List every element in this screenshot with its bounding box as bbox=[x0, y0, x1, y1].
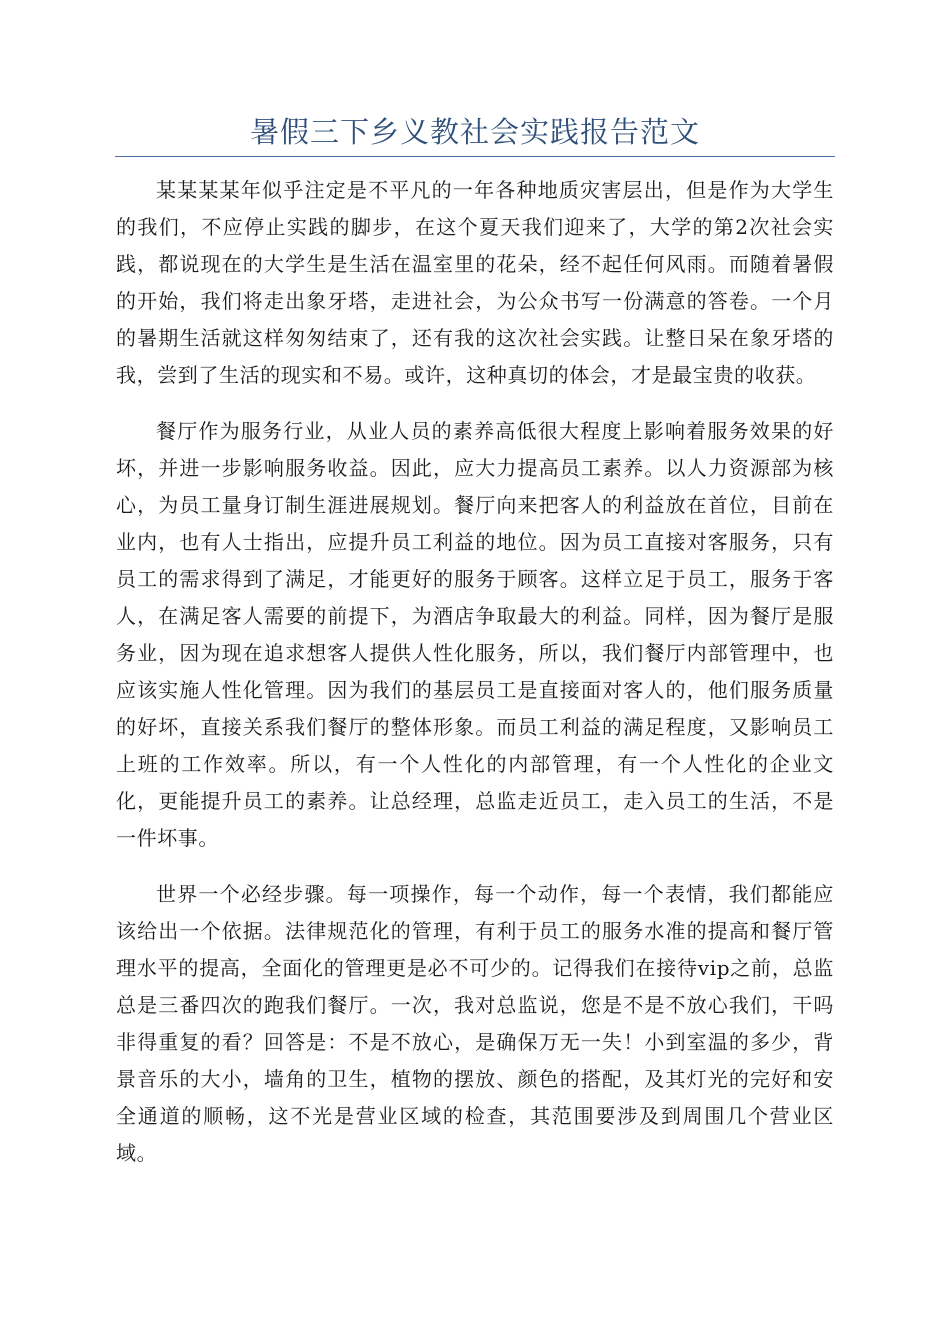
paragraph-1: 某某某某年似乎注定是不平凡的一年各种地质灾害层出，但是作为大学生的我们，不应停止实践的脚步，在这个夏天我们迎来了，大学的第2次社会实践，都说现在的大学生是生活在温室里的花朵，经不起任何风雨。而随着暑假的开始，我们将走出象牙塔，走进社会，为公众书写一份满意的答卷。一个月的暑期生活就这样匆匆结束了，还有我的这次社会实践。让整日呆在象牙塔的我，尝到了生活的现实和不易。或许，这种真切的体会，才是最宝贵的收获。 bbox=[116, 178, 834, 387]
title-block bbox=[115, 108, 835, 157]
paragraph-3: 世界一个必经步骤。每一项操作，每一个动作，每一个表情，我们都能应该给出一个依据。法律规范化的管理，有利于员工的服务水准的提高和餐厅管理水平的提高，全面化的管理更是必不可少的。记得我们在接待vip之前，总监总是三番四次的跑我们餐厅。一次，我对总监说，您是不是不放心我们，干吗非得重复的看？回答是：不是不放心，是确保万无一失！小到室温的多少，背景音乐的大小，墙角的卫生，植物的摆放、颜色的搭配，及其灯光的完好和安全通道的顺畅，这不光是营业区域的检查，其范围要涉及到周围几个营业区域。 bbox=[116, 882, 834, 1165]
page-title: 暑假三下乡义教社会实践报告范文 bbox=[249, 115, 700, 149]
paragraph-2: 餐厅作为服务行业，从业人员的素养高低很大程度上影响着服务效果的好坏，并进一步影响服务收益。因此，应大力提高员工素养。以人力资源部为核心，为员工量身订制生涯进展规划。餐厅向来把客人的利益放在首位，目前在业内，也有人士指出，应提升员工利益的地位。因为员工直接对客服务，只有员工的需求得到了满足，才能更好的服务于顾客。这样立足于员工，服务于客人，在满足客人需要的前提下，为酒店争取最大的利益。同样，因为餐厅是服务业，因为现在追求想客人提供人性化服务，所以，我们餐厅内部管理中，也应该实施人性化管理。因为我们的基层员工是直接面对客人的，他们服务质量的好坏，直接关系我们餐厅的整体形象。而员工利益的满足程度，又影响员工上班的工作效率。所以，有一个人性化的内部管理，有一个人性化的企业文化，更能提升员工的素养。让总经理，总监走近员工，走入员工的生活，不是一件坏事。 bbox=[116, 419, 834, 850]
document-body bbox=[116, 172, 834, 1191]
